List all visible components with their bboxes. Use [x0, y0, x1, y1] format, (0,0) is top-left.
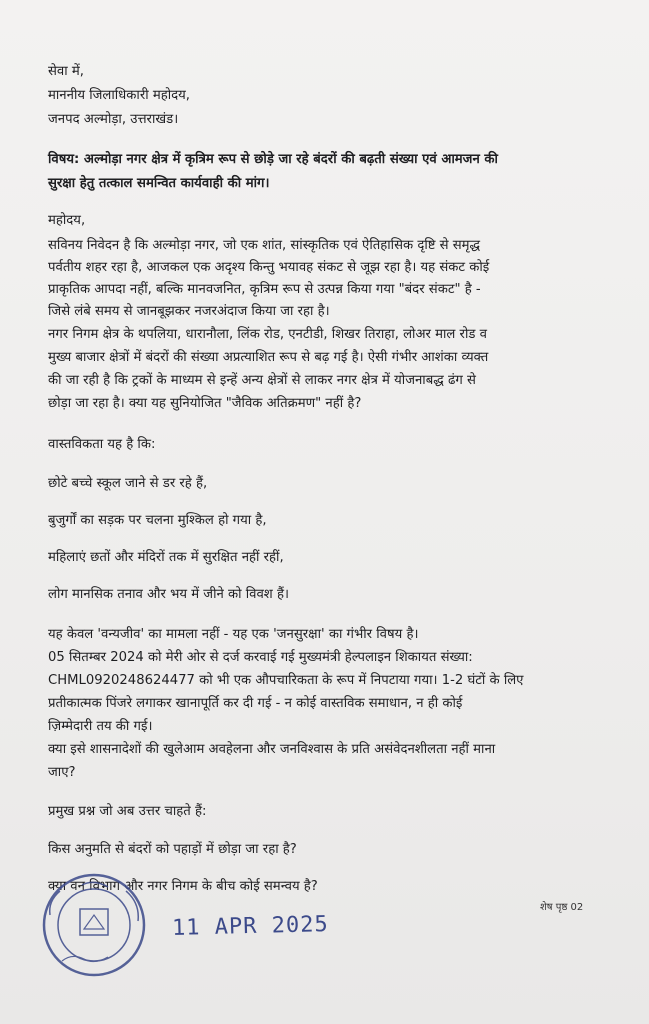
questions-heading: प्रमुख प्रश्न जो अब उत्तर चाहते हैं: — [48, 804, 207, 819]
salutation-line-2: माननीय जिलाधिकारी महोदय, — [48, 88, 190, 103]
subject-line-2: सुरक्षा हेतु तत्काल समन्वित कार्यवाही की मांग। — [48, 176, 270, 191]
reality-point: बुजुर्गों का सड़क पर चलना मुश्किल हो गया है, — [48, 513, 267, 528]
salutation-line-1: सेवा में, — [48, 64, 84, 79]
received-date-stamp: 11 APR 2025 — [171, 911, 330, 942]
para2-line: CHML0920248624477 को भी एक औपचारिकता के रूप में निपटाया गया। 1-2 घंटों के लिए — [48, 673, 524, 688]
question-item: क्या वन विभाग और नगर निगम के बीच कोई समन्वय है? — [48, 879, 318, 894]
reality-heading: वास्तविकता यह है कि: — [48, 437, 156, 452]
reality-point: लोग मानसिक तनाव और भय में जीने को विवश हैं। — [48, 587, 289, 602]
reality-point: महिलाएं छतों और मंदिरों तक में सुरक्षित नहीं रहीं, — [48, 550, 284, 565]
para1-line: जिसे लंबे समय से जानबूझकर नजरअंदाज किया जा रहा है। — [48, 304, 330, 319]
para2-line: प्रतीकात्मक पिंजरे लगाकर खानापूर्ति कर दी गई - न कोई वास्तविक समाधान, न ही कोई — [48, 696, 463, 711]
para1-line: सविनय निवेदन है कि अल्मोड़ा नगर, जो एक शांत, सांस्कृतिक एवं ऐतिहासिक दृष्टि से समृद्ध — [48, 238, 481, 253]
subject-line-1: विषय: अल्मोड़ा नगर क्षेत्र में कृत्रिम रूप से छोड़े जा रहे बंदरों की बढ़ती संख्या एवं आमजन की — [48, 152, 498, 167]
para2-line: 05 सितम्बर 2024 को मेरी ओर से दर्ज करवाई गई मुख्यमंत्री हेल्पलाइन शिकायत संख्या: — [48, 650, 473, 665]
salutation-line-3: जनपद अल्मोड़ा, उत्तराखंड। — [48, 112, 179, 127]
para1-line: पर्वतीय शहर रहा है, आजकल एक अदृश्य किन्तु भयावह संकट से जूझ रहा है। यह संकट कोई — [48, 260, 490, 275]
para1-line: की जा रही है कि ट्रकों के माध्यम से इन्हें अन्य क्षेत्रों से लाकर नगर क्षेत्र में योजनाबद्ध ढंग से — [48, 373, 476, 388]
para2-line: क्या इसे शासनादेशों की खुलेआम अवहेलना और जनविश्वास के प्रति असंवेदनशीलता नहीं माना — [48, 742, 496, 757]
para1-line: मुख्य बाजार क्षेत्रों में बंदरों की संख्या अप्रत्याशित रूप से बढ़ गई है। ऐसी गंभीर आशंका व्यक्त — [48, 350, 489, 365]
reality-point: छोटे बच्चे स्कूल जाने से डर रहे हैं, — [48, 476, 208, 491]
para1-line: नगर निगम क्षेत्र के थपलिया, धारानौला, लिंक रोड, एनटीडी, शिखर तिराहा, लोअर माल रोड व — [48, 327, 487, 342]
continued-page-note: शेष पृष्ठ 02 — [540, 902, 584, 913]
greeting: महोदय, — [48, 213, 86, 228]
para2-line: यह केवल 'वन्यजीव' का मामला नहीं - यह एक 'जनसुरक्षा' का गंभीर विषय है। — [48, 627, 419, 642]
para1-line: छोड़ा जा रहा है। क्या यह सुनियोजित "जैविक अतिक्रमण" नहीं है? — [48, 396, 362, 411]
question-item: किस अनुमति से बंदरों को पहाड़ों में छोड़ा जा रहा है? — [48, 842, 297, 857]
para2-line: जाए? — [48, 765, 76, 780]
para2-line: ज़िम्मेदारी तय की गई। — [48, 719, 153, 734]
para1-line: प्राकृतिक आपदा नहीं, बल्कि मानवजनित, कृत्रिम रूप से उत्पन्न किया गया "बंदर संकट" है - — [48, 282, 481, 297]
office-seal-stamp — [22, 865, 162, 985]
